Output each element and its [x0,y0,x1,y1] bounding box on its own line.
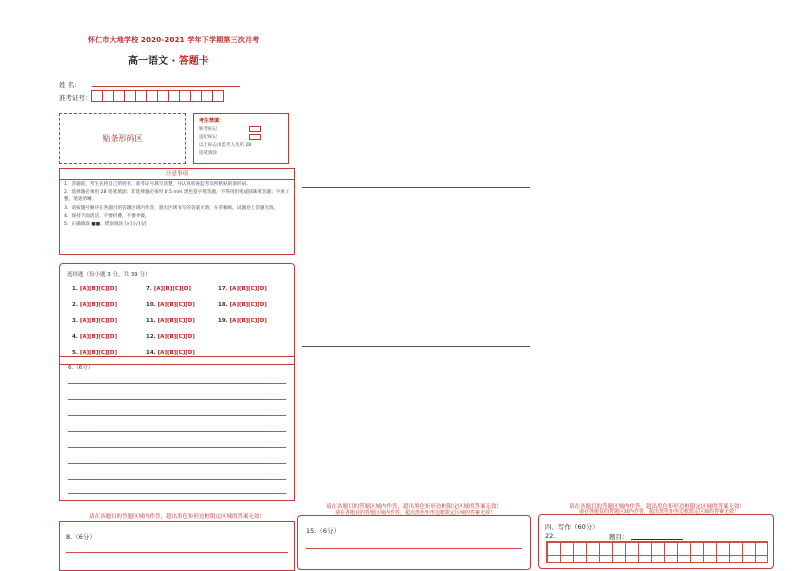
examiner-box [193,113,289,164]
violation-checkbox[interactable] [249,134,261,140]
mcq-question[interactable]: 19. [A][B][C][D] [218,318,267,324]
q22-number: 22. [545,532,556,540]
mcq-heading: 选择题（每小题 3 分，共 39 分） [67,272,151,278]
q8-answer-area[interactable] [59,521,295,571]
mcq-question[interactable]: 3. [A][B][C][D] [72,318,118,324]
mcq-question[interactable]: 12. [A][B][C][D] [146,334,195,340]
q22-section: 四、写作（60分） [545,523,599,531]
notes-line: 5．正确填涂 ■■；错误填涂 [×] [√] [/] [64,222,147,228]
warning-notice: 请在各题目的答题区域内作答，超出黑色矩形边框限定区域的答案无效！ [88,514,265,520]
notes-title: 注意事项 [60,169,294,180]
q22-topic-label: 题目： [609,533,629,541]
mcq-section [59,263,295,365]
q15-label: 15.（6分） [306,527,340,535]
mcq-question[interactable]: 7. [A][B][C][D] [146,286,192,292]
answer-line [302,346,530,347]
q6-answer-area[interactable] [59,356,295,501]
q22-topic-field[interactable] [631,539,683,540]
warning-notice: 请在各题目的答题区域内作答，超出黑色矩形边框限定区域的答案无效！ [568,504,745,510]
mcq-question[interactable]: 17. [A][B][C][D] [218,286,267,292]
barcode-area [59,113,186,164]
page-title [128,52,209,67]
examiner-note: 以上标志由监考人员用 2B [199,143,252,148]
id-label: 准考证号： [59,94,92,102]
examiner-note-2: 铅笔填涂 [199,151,217,156]
examiner-heading: 考生禁填： [199,118,225,124]
notes-box [59,168,295,255]
mcq-question[interactable]: 1. [A][B][C][D] [72,286,118,292]
barcode-label: 贴条形码区 [102,134,143,143]
absent-checkbox[interactable] [249,126,261,132]
mcq-question[interactable]: 10. [A][B][C][D] [146,302,195,308]
id-number-grid[interactable] [92,90,224,102]
title-answer-sheet: 答题卡 [178,56,209,67]
warning-notice: 请在各题目的答题区域内作答，超出黑色矩形边框限定区域的答案无效！ [325,504,502,510]
school-exam-title: 怀仁市大地学校 2020-2021 学年下学期第三次月考 [88,36,260,44]
notes-line: 3．请按题号顺序在各题目的答题区域内作答，超出区域书写的答案无效；在草稿纸、试题卷上答题无效。 [64,205,279,211]
q8-label: 8.（6分） [66,533,96,541]
title-separator: · [171,56,176,67]
q6-label: 6.（6分） [68,365,94,371]
absent-label: 缺考标记 [199,127,217,132]
warning-notice: 请在各题目的答题区域内作答，超出黑色矩形边框限定区域的答案无效！ [578,509,739,515]
title-subject: 高一语文 [128,56,168,67]
mcq-question[interactable]: 2. [A][B][C][D] [72,302,118,308]
name-label: 姓 名： [59,81,81,89]
notes-line: 2．选择题必须用 2B 铅笔填涂；非选择题必须用 0.5 mm 黑色签字笔答题，不得用铅笔或圆珠笔答题；字体工整、笔迹清晰。 [64,190,290,203]
answer-line [302,187,530,188]
mcq-question[interactable]: 14. [A][B][C][D] [146,350,195,356]
notes-line: 1．答题前，考生先将自己的姓名、准考证号填写清楚，并认真检查监考员所粘贴的条形码。 [64,182,251,187]
notes-line: 4．保持卡面清洁，不要折叠、不要弄破。 [64,213,150,219]
name-field[interactable] [92,86,240,87]
violation-label: 违纪标记 [199,135,217,140]
mcq-question[interactable]: 5. [A][B][C][D] [72,350,118,356]
mcq-question[interactable]: 4. [A][B][C][D] [72,334,118,340]
mcq-question[interactable]: 11. [A][B][C][D] [146,318,195,324]
composition-grid[interactable] [546,541,768,563]
mcq-question[interactable]: 18. [A][B][C][D] [218,302,267,308]
warning-notice: 请在各题目的答题区域内作答，超出黑色矩形边框限定区域的答案无效！ [334,510,495,516]
